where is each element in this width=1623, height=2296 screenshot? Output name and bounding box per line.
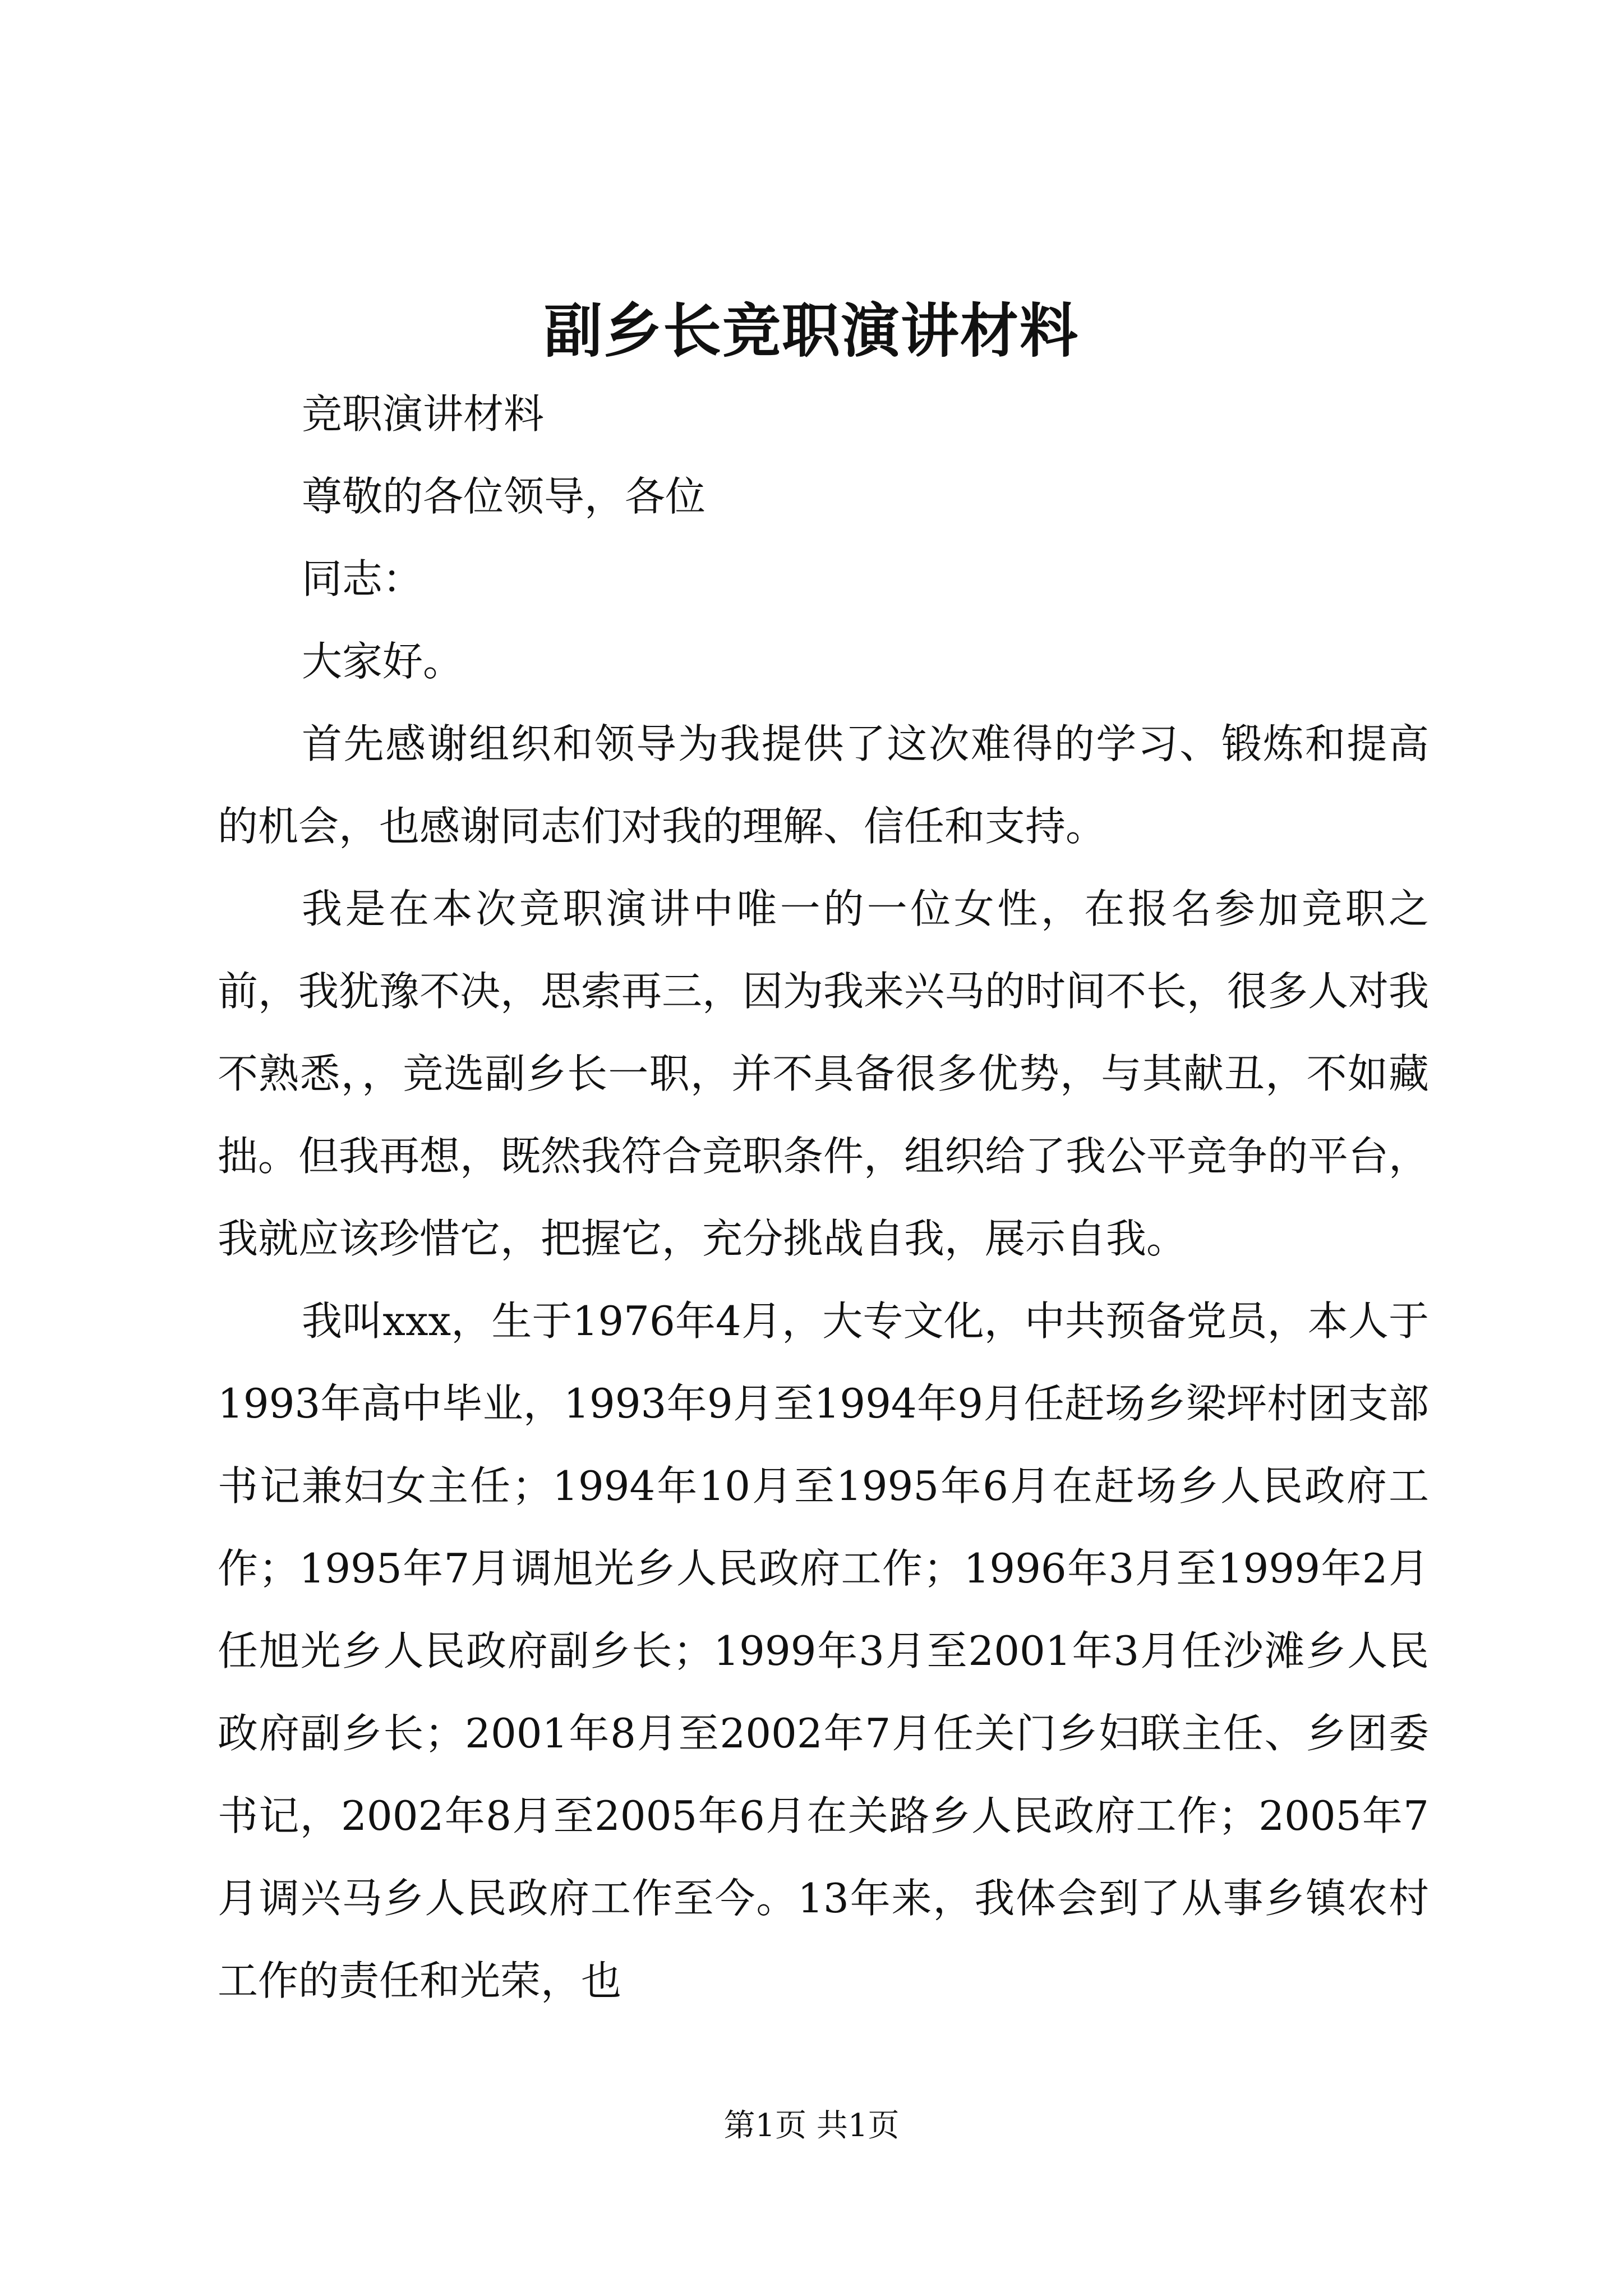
paragraph-heading: 竞职演讲材料 — [302, 390, 545, 438]
paragraph-thanks: 首先感谢组织和领导为我提供了这次难得的学习、锻炼和提高的机会，也感谢同志们对我的理解、信任和支持。 — [218, 720, 1429, 850]
paragraph-salutation: 尊敬的各位领导，各位 — [302, 473, 706, 520]
paragraph-greeting: 大家好。 — [302, 638, 464, 685]
document-title: 副乡长竞职演讲材料 — [543, 296, 1079, 365]
paragraph-motivation: 我是在本次竞职演讲中唯一的一位女性，在报名参加竞职之前，我犹豫不决，思索再三，因为我来兴马的时间不长，很多人对我不熟悉，，竞选副乡长一职，并不具备很多优势，与其献丑，不如藏拙。但我再想，既然我符合竞职条件，组织给了我公平竞争的平台，我就应该珍惜它，把握它，充分挑战自我，展示自我。 — [218, 885, 1430, 1262]
document-body — [218, 373, 1429, 2022]
page-number: 第1页 共1页 — [723, 2108, 900, 2144]
paragraph-salutation-continued: 同志： — [302, 555, 423, 602]
paragraph-biography: 我叫xxx，生于1976年4月，大专文化，中共预备党员，本人于1993年高中毕业，1993年9月至1994年9月任赶场乡梁坪村团支部书记兼妇女主任；1994年10月至1995年6月在赶场乡人民政府工作；1995年7月调旭光乡人民政府工作；1996年3月至1999年2月任旭光乡人民政府副乡长；1999年3月至2001年3月任沙滩乡人民政府副乡长；2001年8月至2002年7月任关门乡妇联主任、乡团委书记，2002年8月至2005年6月在关路乡人民政府工作；2005年7月调兴马乡人民政府工作至今。13年来，我体会到了从事乡镇农村工作的责任和光荣，也 — [218, 1297, 1429, 2004]
